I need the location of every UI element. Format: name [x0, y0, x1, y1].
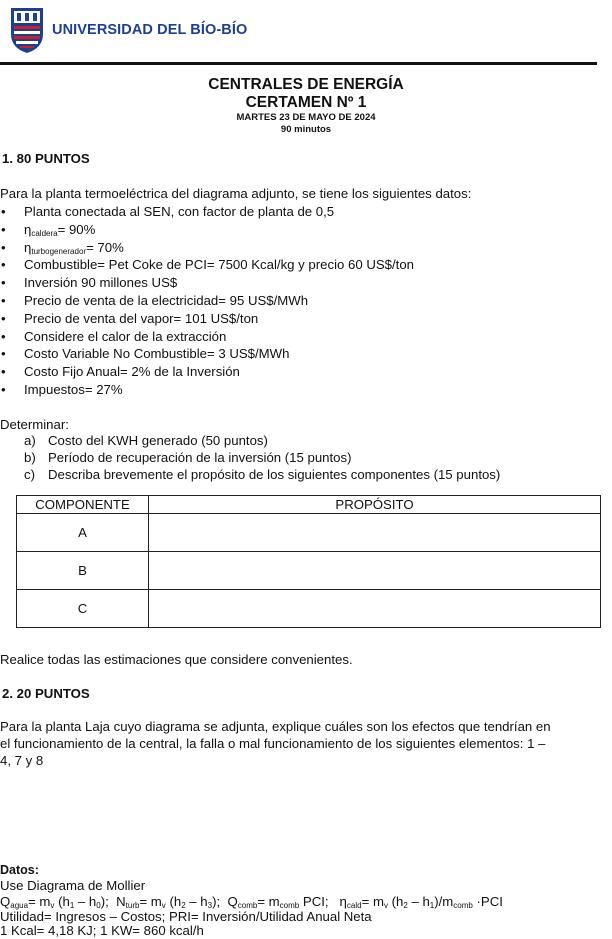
column-header-componente: COMPONENTE	[17, 496, 149, 514]
component-cell: A	[17, 514, 149, 552]
question-2-heading: 2. 20 PUNTOS	[2, 686, 90, 701]
list-item: • Inversión 90 millones US$	[1, 275, 178, 291]
list-item: b) Período de recuperación de la inversión (15 puntos)	[24, 450, 352, 465]
list-item: • Impuestos= 27%	[1, 381, 123, 397]
datos-utilidad: Utilidad= Ingresos – Costos; PRI= Inversión/Utilidad Anual Neta	[0, 909, 372, 924]
list-item: • $\eta_{turbogenerador}= 70\%$	[1, 239, 124, 256]
list-item: • Precio de venta del vapor= 101 US$/ton	[1, 310, 259, 326]
column-header-proposito: PROPÓSITO	[149, 496, 601, 514]
datos-heading: Datos:	[0, 863, 39, 877]
components-table	[16, 495, 601, 628]
component-cell: C	[17, 590, 149, 628]
university-name: UNIVERSIDAD DEL BÍO-BÍO	[52, 22, 248, 38]
component-cell: B	[17, 552, 149, 590]
question-1-heading: 1. 80 PUNTOS	[2, 151, 90, 166]
list-item: • $\eta_{caldera}= 90\%$	[1, 221, 96, 238]
list-item: c) Describa brevemente el propósito de los siguientes componentes (15 puntos)	[24, 467, 501, 482]
purpose-cell	[149, 590, 601, 628]
table-header-row	[17, 496, 601, 514]
list-item: • Precio de venta de la electricidad= 95 US$/MWh	[1, 292, 309, 308]
determinar-label: Determinar:	[0, 417, 69, 432]
list-item: a) Costo del KWH generado (50 puntos)	[24, 433, 268, 448]
list-item: • Combustible= Pet Coke de PCI= 7500 Kcal/kg y precio 60 US$/ton	[1, 257, 414, 273]
question-1-parts	[24, 432, 500, 483]
purpose-cell	[149, 552, 601, 590]
list-item: • Costo Fijo Anual= 2% de la Inversión	[1, 364, 240, 380]
question-1-footer: Realice todas las estimaciones que considere convenientes.	[0, 652, 353, 667]
exam-duration: 90 minutos	[280, 124, 332, 135]
table-row	[17, 552, 601, 590]
list-item: • Considere el calor de la extracción	[1, 328, 227, 344]
list-item: • Costo Variable No Combustible= 3 US$/MWh	[1, 346, 290, 362]
exam-title: CERTAMEN Nº 1	[245, 94, 367, 111]
table-row	[17, 514, 601, 552]
purpose-cell	[149, 514, 601, 552]
university-crest-icon	[8, 4, 46, 54]
question-1-intro: Para la planta termoeléctrica del diagrama adjunto, se tiene los siguientes datos:	[0, 186, 472, 201]
course-title: CENTRALES DE ENERGÍA	[208, 76, 404, 93]
datos-formulas: $Q_{agua}= m_v$ $(h_1 - h_0)$; $N_{turb}= m_v$ $(h_2 - h_3)$; $Q_{comb}= m_{comb}$ PCI; $\eta_{cald}= m_v$ $(h_2 - h_1)/m_{comb} \cdot PCI$	[0, 894, 503, 910]
header-divider	[0, 62, 597, 65]
question-2-text-line-3: 4, 7 y 8	[0, 753, 44, 768]
exam-date: MARTES 23 DE MAYO DE 2024	[236, 112, 376, 123]
table-row	[17, 590, 601, 628]
question-2-text-line-1: Para la planta Laja cuyo diagrama se adjunta, explique cuáles son los efectos que tendrían en	[0, 719, 551, 734]
question-1-data-list	[0, 203, 414, 399]
datos-conversions: 1 Kcal= 4,18 KJ; 1 KW= 860 kcal/h	[0, 923, 204, 938]
list-item: • Planta conectada al SEN, con factor de planta de 0,5	[1, 204, 335, 219]
datos-mollier: Use Diagrama de Mollier	[0, 878, 146, 893]
question-2-text-line-2: el funcionamiento de la central, la falla o mal funcionamiento de los siguientes elementos: 1 –	[0, 736, 546, 751]
